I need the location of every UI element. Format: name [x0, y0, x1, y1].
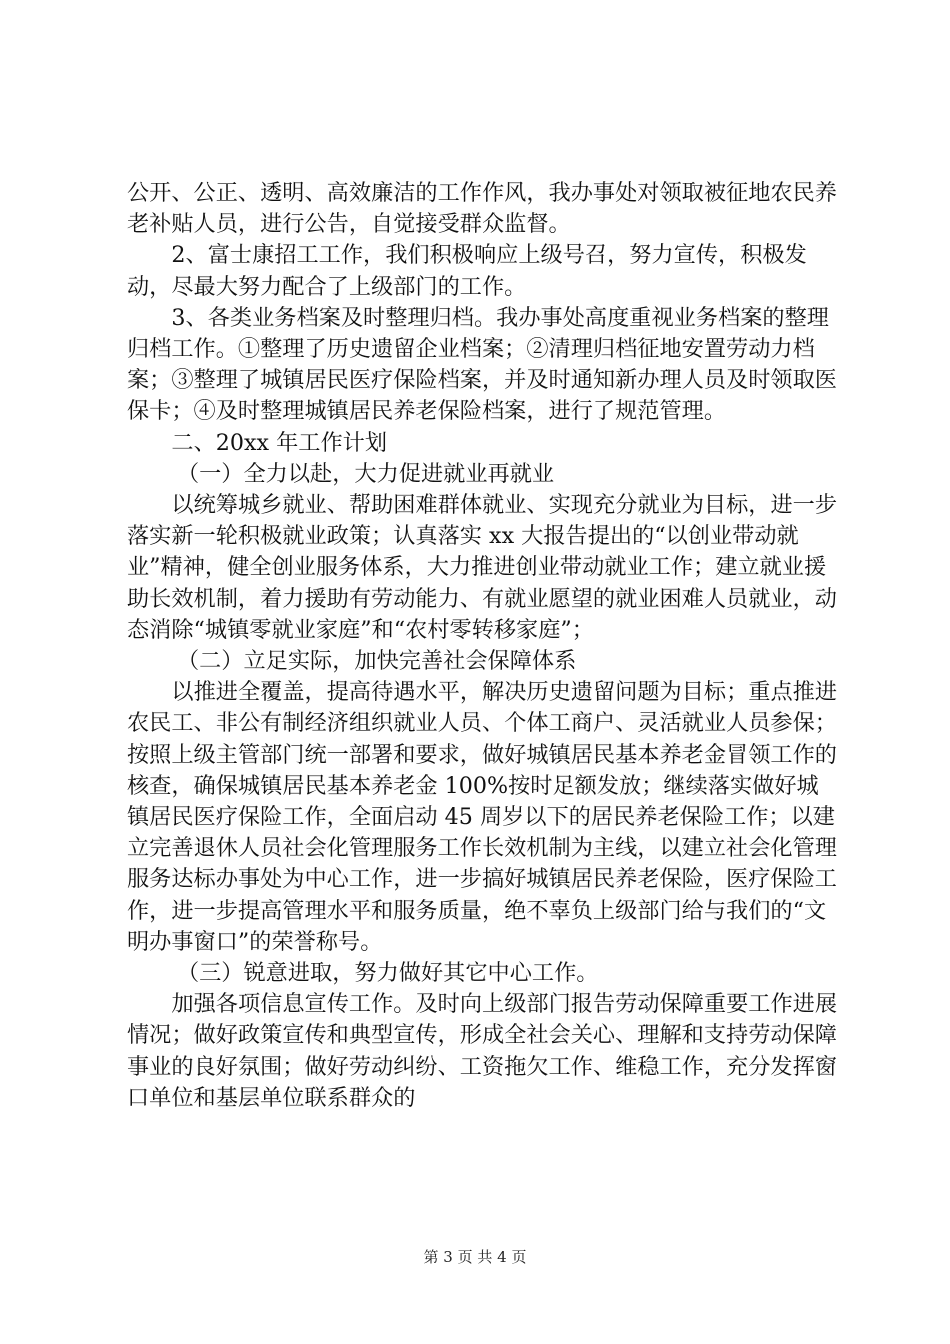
subheading-employment: （一）全力以赴，大力促进就业再就业 [176, 460, 555, 487]
body-text [127, 178, 837, 1114]
subheading-other-work: （三）锐意进取，努力做好其它中心工作。 [176, 960, 599, 987]
paragraph-continuation: 公开、公正、透明、高效廉洁的工作作风，我办事处对领取被征地农民养老补贴人员，进行公告，自觉接受群众监督。 [127, 180, 837, 238]
section-heading-plan: 二、20xx 年工作计划 [171, 429, 388, 456]
paragraph-item-3: 3、各类业务档案及时整理归档。我办事处高度重视业务档案的整理归档工作。①整理了历史遗留企业档案；②清理归档征地安置劳动力档案；③整理了城镇居民医疗保险档案，并及时通知新办理人员及时领取医保卡；④及时整理城镇居民养老保险档案，进行了规范管理。 [127, 304, 837, 425]
paragraph-item-2: 2、富士康招工工作，我们积极响应上级号召，努力宣传，积极发动，尽最大努力配合了上级部门的工作。 [127, 242, 807, 300]
subheading-social-security: （二）立足实际，加快完善社会保障体系 [176, 648, 577, 675]
paragraph-other-work: 加强各项信息宣传工作。及时向上级部门报告劳动保障重要工作进展情况；做好政策宣传和典型宣传，形成全社会关心、理解和支持劳动保障事业的良好氛围；做好劳动纠纷、工资拖欠工作、维稳工作，充分发挥窗口单位和基层单位联系群众的 [127, 991, 838, 1111]
paragraph-social-security: 以推进全覆盖，提高待遇水平，解决历史遗留问题为目标；重点推进农民工、非公有制经济组织就业人员、个体工商户、灵活就业人员参保；按照上级主管部门统一部署和要求，做好城镇居民基本养老金冒领工作的核查，确保城镇居民基本养老金 100%按时足额发放；继续落实做好城镇居民医疗保险工作，全面启动 45 周岁以下的居民养老保险工作；以建立完善退休人员社会化管理服务工作长效机制为主线，以建立社会化管理服务达标办事处为中心工作，进一步搞好城镇居民养老保险，医疗保险工作，进一步提高管理水平和服务质量，绝不辜负上级部门给与我们的“文明办事窗口”的荣誉称号。 [127, 679, 838, 955]
paragraph-employment: 以统筹城乡就业、帮助困难群体就业、实现充分就业为目标，进一步落实新一轮积极就业政策；认真落实 xx 大报告提出的“以创业带动就业”精神，健全创业服务体系，大力推进创业带动就业工作；建立就业援助长效机制，着力援助有劳动能力、有就业愿望的就业困难人员就业，动态消除“城镇零就业家庭”和“农村零转移家庭”； [127, 492, 838, 643]
page-footer: 第 3 页 共 4 页 [423, 1248, 527, 1266]
